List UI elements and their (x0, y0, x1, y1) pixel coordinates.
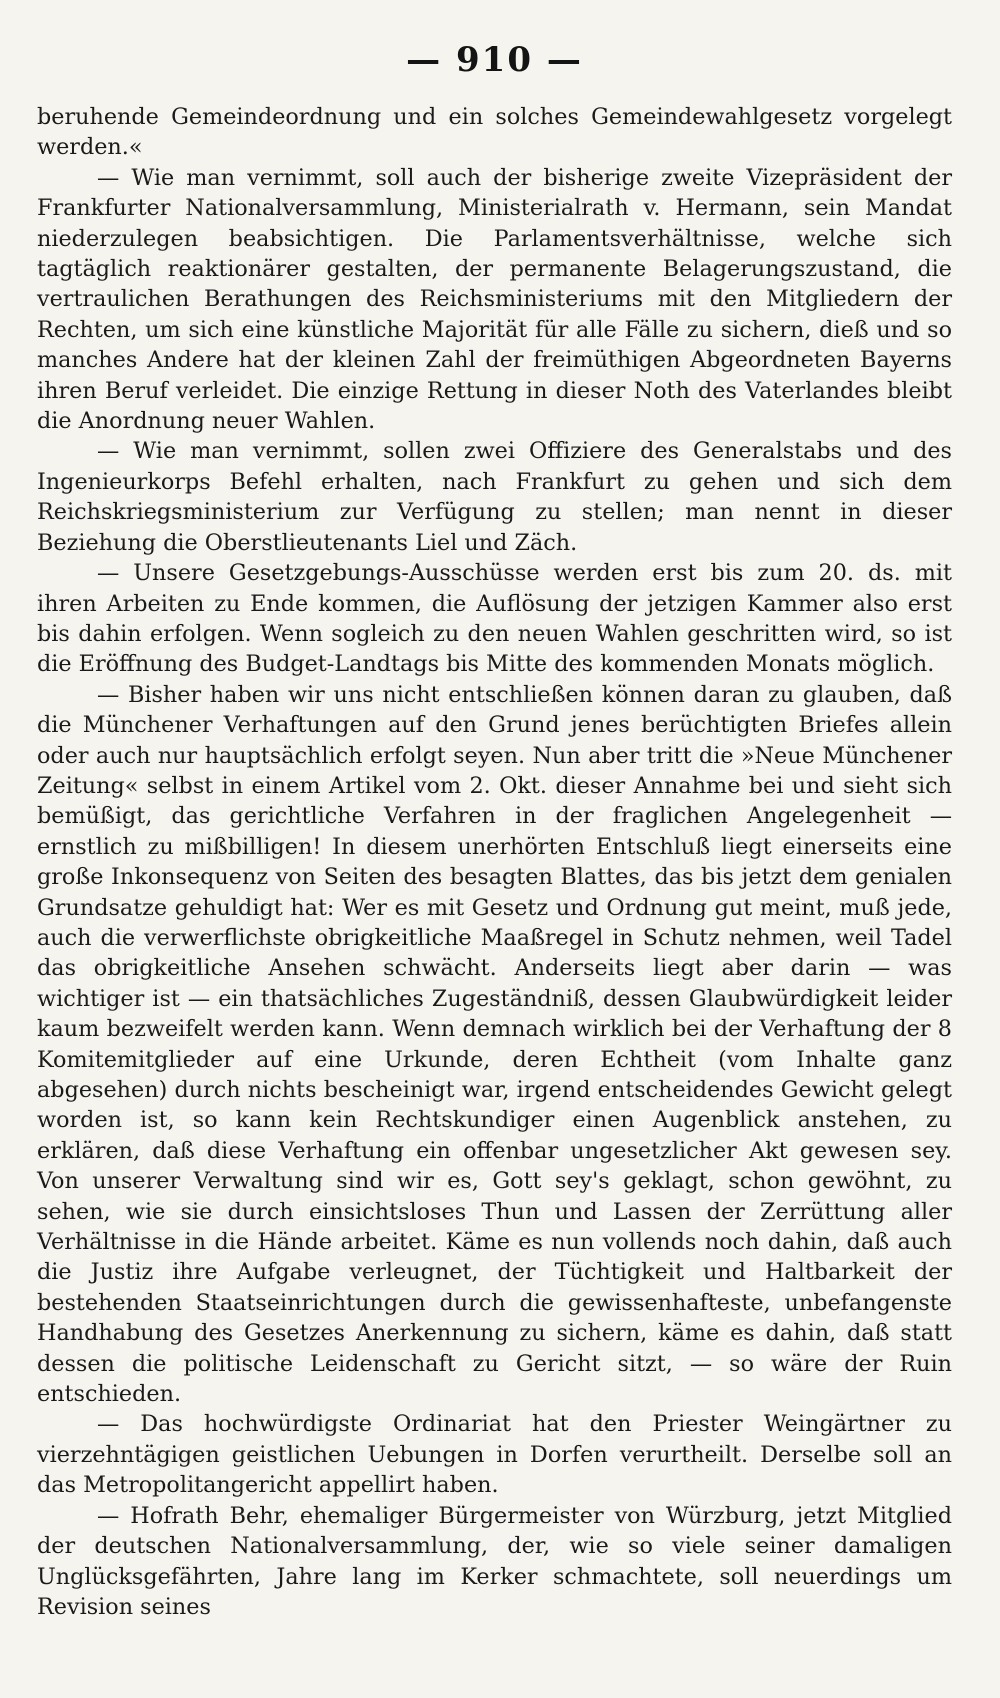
article-body (37, 102, 952, 1622)
paragraph-hermann-mandat: — Wie man vernimmt, soll auch der bisherige zweite Vizepräsident der Frankfurter Nationalversammlung, Ministerialrath v. Hermann, sein Mandat niederzulegen beabsichtigen. Die Parlamentsverhältnisse, welche sich tagtäglich reaktionärer gestalten, der permanente Belagerungszustand, die vertraulichen Berathungen des Reichsministeriums mit den Mitgliedern der Rechten, um sich eine künstliche Majorität für alle Fälle zu sichern, dieß und so manches Andere hat der kleinen Zahl der freimüthigen Abgeordneten Bayerns ihren Beruf verleidet. Die einzige Rettung in dieser Noth des Vaterlandes bleibt die Anordnung neuer Wahlen. (37, 164, 952, 435)
paragraph-gemeindeordnung: beruhende Gemeindeordnung und ein solches Gemeindewahlgesetz vorgelegt werden.« (37, 104, 952, 161)
paragraph-ordinariat-weingaertner: — Das hochwürdigste Ordinariat hat den Priester Weingärtner zu vierzehntägigen geistlichen Uebungen in Dorfen verurtheilt. Derselbe soll an das Metropolitangericht appellirt haben. (37, 1411, 952, 1499)
paragraph-muenchener-verhaftungen: — Bisher haben wir uns nicht entschließen können daran zu glauben, daß die Münchener Verhaftungen auf den Grund jenes berüchtigten Briefes allein oder auch nur hauptsächlich erfolgt seyen. Nun aber tritt die »Neue Münchener Zeitung« selbst in einem Artikel vom 2. Okt. dieser Annahme bei und sieht sich bemüßigt, das gerichtliche Verfahren in der fraglichen Angelegenheit — ernstlich zu mißbilligen! In diesem unerhörten Entschluß liegt einerseits eine große Inkonsequenz von Seiten des besagten Blattes, das bis jetzt dem genialen Grundsatze gehuldigt hat: Wer es mit Gesetz und Ordnung gut meint, muß jede, auch die verwerflichste obrigkeitliche Maaßregel in Schutz nehmen, weil Tadel das obrigkeitliche Ansehen schwächt. Anderseits liegt aber darin — was wichtiger ist — ein thatsächliches Zugeständniß, dessen Glaubwürdigkeit leider kaum bezweifelt werden kann. Wenn demnach wirklich bei der Verhaftung der 8 Komitemitglieder auf eine Urkunde, deren Echtheit (vom Inhalte ganz abgesehen) durch nichts bescheinigt war, irgend entscheidendes Gewicht gelegt worden ist, so kann kein Rechtskundiger einen Augenblick anstehen, zu erklären, daß diese Verhaftung ein offenbar ungesetzlicher Akt gewesen sey. Von unserer Verwaltung sind wir es, Gott sey's geklagt, schon gewöhnt, zu sehen, wie sie durch einsichtsloses Thun und Lassen der Zerrüttung aller Verhältnisse in die Hände arbeitet. Käme es nun vollends noch dahin, daß auch die Justiz ihre Aufgabe verleugnet, der Tüchtigkeit und Haltbarkeit der bestehenden Staatseinrichtungen durch die gewissenhafteste, unbefangenste Handhabung des Gesetzes Anerkennung zu sichern, käme es dahin, daß statt dessen die politische Leidenschaft zu Gericht sitzt, — so wäre der Ruin entschieden. (37, 681, 952, 1408)
paragraph-gesetzgebungs-ausschuesse: — Unsere Gesetzgebungs-Ausschüsse werden erst bis zum 20. ds. mit ihren Arbeiten zu Ende kommen, die Auflösung der jetzigen Kammer also erst bis dahin erfolgen. Wenn sogleich zu den neuen Wahlen geschritten wird, so ist die Eröffnung des Budget-Landtags bis Mitte des kommenden Monats möglich. (37, 560, 952, 678)
paragraph-offiziere-generalstab: — Wie man vernimmt, sollen zwei Offiziere des Generalstabs und des Ingenieurkorps Befehl erhalten, nach Frankfurt zu gehen und sich dem Reichskriegsministerium zur Verfügung zu stellen; man nennt in dieser Beziehung die Oberstlieutenants Liel und Zäch. (37, 438, 952, 556)
page-number: — 910 — (406, 40, 583, 80)
paragraph-hofrath-behr: — Hofrath Behr, ehemaliger Bürgermeister von Würzburg, jetzt Mitglied der deutschen Nationalversammlung, der, wie so viele seiner damaligen Unglücksgefährten, Jahre lang im Kerker schmachtete, soll neuerdings um Revision seines (37, 1502, 952, 1620)
